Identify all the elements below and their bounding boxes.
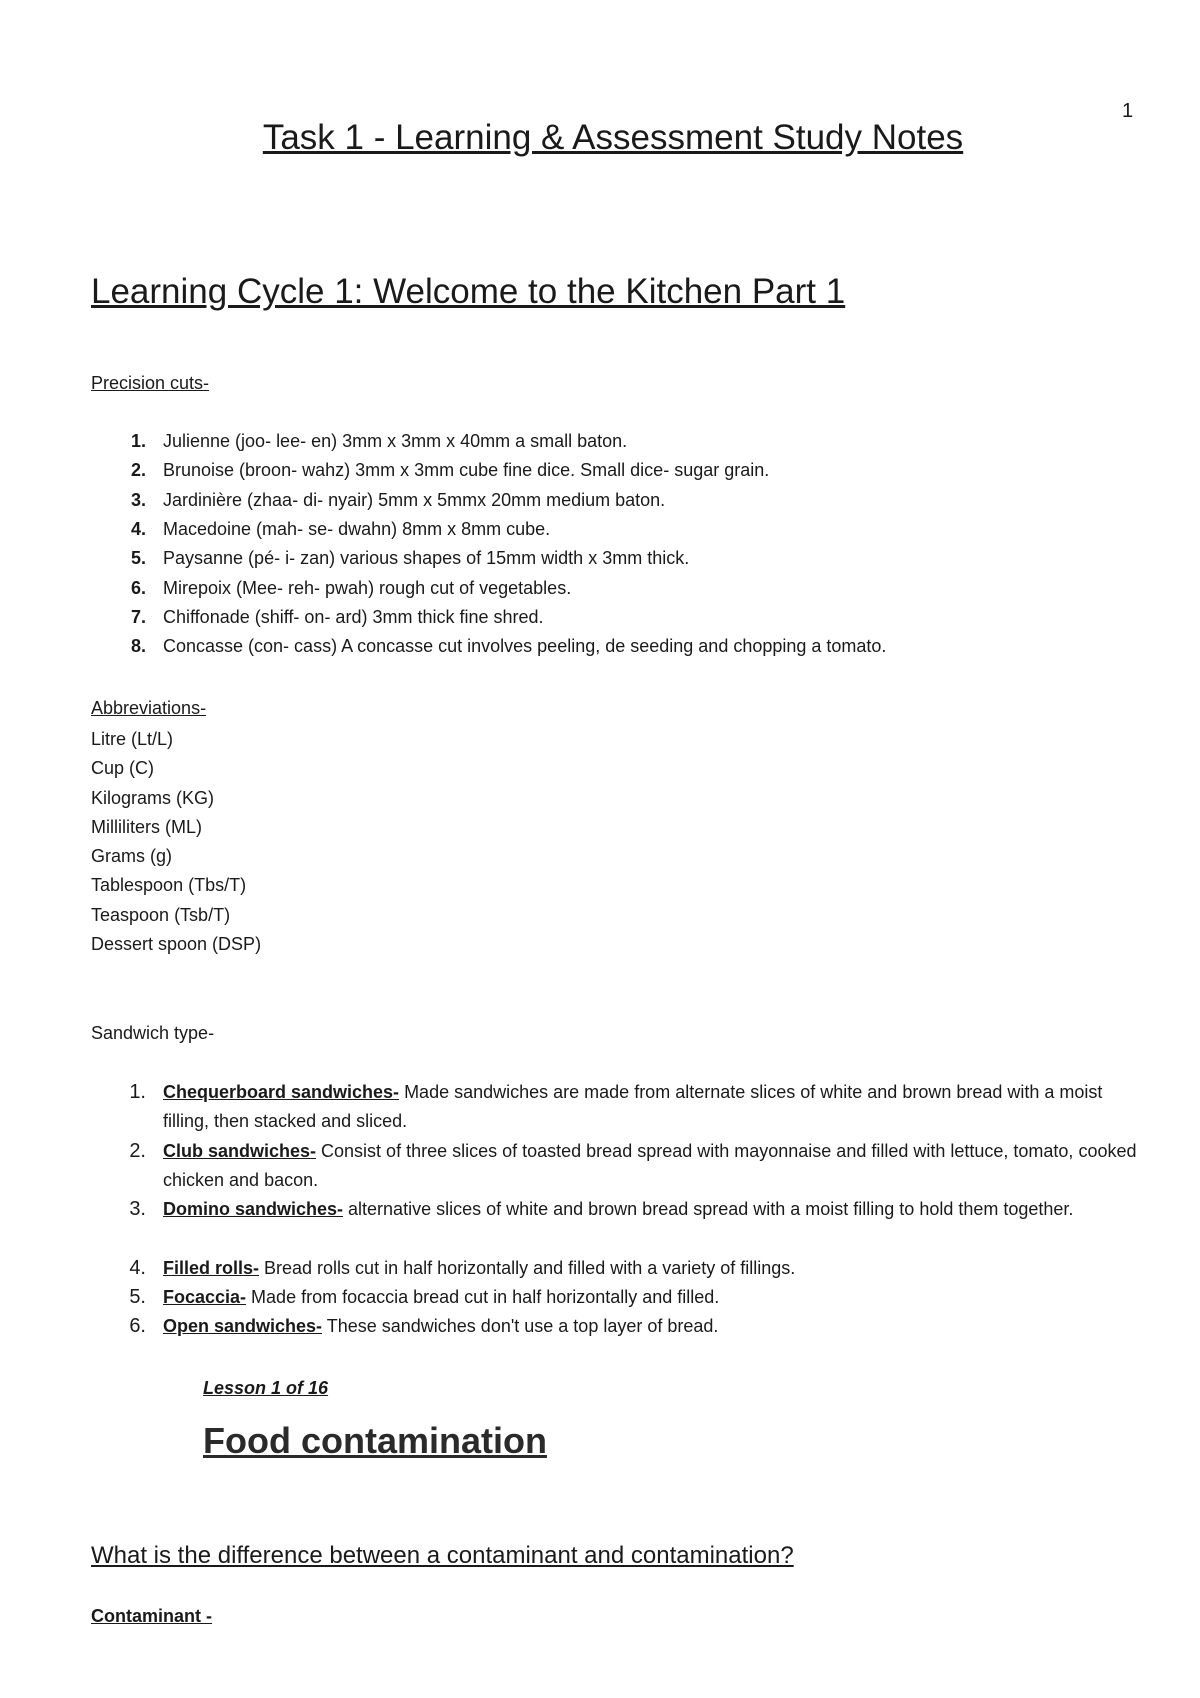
sandwich-text: These sandwiches don't use a top layer of bread. xyxy=(322,1316,719,1336)
abbreviation-item: Dessert spoon (DSP) xyxy=(91,934,262,955)
list-number: 7. xyxy=(130,606,146,627)
sandwich-description xyxy=(163,1137,1143,1195)
abbreviations-label: Abbreviations- xyxy=(91,698,207,718)
sandwich-description xyxy=(163,1254,1143,1283)
sandwich-term: Focaccia- xyxy=(163,1287,247,1307)
precision-cut-text: Julienne (joo- lee- en) 3mm x 3mm x 40mm a small baton. xyxy=(163,431,628,451)
abbreviation-item: Teaspoon (Tsb/T) xyxy=(91,904,231,925)
list-number: 8. xyxy=(130,636,146,657)
precision-cut-text: Concasse (con- cass) A concasse cut involves peeling, de seeding and chopping a tomato. xyxy=(163,636,887,657)
list-number: 2. xyxy=(130,460,146,481)
sandwich-term: Open sandwiches- xyxy=(163,1316,323,1336)
document-title: Task 1 - Learning & Assessment Study Notes xyxy=(262,118,964,157)
list-number: 2. xyxy=(129,1139,146,1162)
sandwich-term: Domino sandwiches- xyxy=(163,1199,344,1219)
sandwich-description xyxy=(163,1283,1143,1312)
lesson-label: Lesson 1 of 16 xyxy=(203,1378,329,1398)
sandwich-text: Consist of three slices of toasted bread spread with mayonnaise and filled with lettuce, tomato, cooked chicken and bacon. xyxy=(163,1140,1137,1190)
sandwich-term: Filled rolls- xyxy=(163,1257,260,1278)
abbreviation-item: Grams (g) xyxy=(91,846,172,867)
abbreviation-item: Litre (Lt/L) xyxy=(91,729,174,749)
abbreviation-item: Kilograms (KG) xyxy=(91,787,215,808)
list-number: 3. xyxy=(130,489,146,510)
precision-cut-text: Mirepoix (Mee- reh- pwah) rough cut of vegetables. xyxy=(163,577,572,598)
learning-cycle-heading: Learning Cycle 1: Welcome to the Kitchen Part 1 xyxy=(91,272,846,311)
topic-heading: Food contamination xyxy=(203,1420,547,1461)
abbreviations-list xyxy=(91,725,261,959)
list-number: 6. xyxy=(129,1315,146,1337)
precision-cut-text: Macedoine (mah- se- dwahn) 8mm x 8mm cube. xyxy=(163,518,551,539)
sandwich-text: Bread rolls cut in half horizontally and filled with a variety of fillings. xyxy=(259,1257,796,1278)
list-number: 5. xyxy=(130,548,146,569)
sandwich-description xyxy=(163,1195,1143,1224)
abbreviation-item: Tablespoon (Tbs/T) xyxy=(91,875,247,896)
list-number: 4. xyxy=(130,518,146,539)
list-number: 1. xyxy=(130,431,146,451)
sandwich-term: Chequerboard sandwiches- xyxy=(163,1082,400,1102)
sandwich-description xyxy=(163,1312,1143,1341)
list-number: 3. xyxy=(129,1198,146,1220)
precision-cut-text: Jardinière (zhaa- di- nyair) 5mm x 5mmx 20mm medium baton. xyxy=(163,489,666,510)
sandwich-text: Made sandwiches are made from alternate slices of white and brown bread with a moist filling, then stacked and sliced. xyxy=(163,1082,1103,1131)
abbreviation-item: Cup (C) xyxy=(91,758,155,779)
precision-cut-text: Chiffonade (shiff- on- ard) 3mm thick fine shred. xyxy=(163,606,544,627)
list-number: 1. xyxy=(129,1081,146,1103)
precision-cut-text: Paysanne (pé- i- zan) various shapes of 15mm width x 3mm thick. xyxy=(163,548,690,569)
precision-cut-text: Brunoise (broon- wahz) 3mm x 3mm cube fine dice. Small dice- sugar grain. xyxy=(163,460,770,481)
question-heading: What is the difference between a contaminant and contamination? xyxy=(91,1542,794,1569)
list-number: 5. xyxy=(129,1286,146,1308)
sandwich-type-label: Sandwich type- xyxy=(91,1023,215,1043)
sandwich-description xyxy=(163,1078,1143,1136)
abbreviation-item: Milliliters (ML) xyxy=(91,816,202,837)
list-number: 6. xyxy=(130,577,146,598)
list-number: 4. xyxy=(129,1256,146,1279)
sandwich-text: alternative slices of white and brown bread spread with a moist filling to hold them together. xyxy=(343,1199,1074,1219)
sandwich-term: Club sandwiches- xyxy=(163,1140,317,1161)
sandwich-text: Made from focaccia bread cut in half horizontally and filled. xyxy=(246,1287,720,1307)
page-number: 1 xyxy=(1122,100,1134,122)
contaminant-label: Contaminant - xyxy=(91,1606,212,1626)
precision-cuts-label: Precision cuts- xyxy=(91,373,210,393)
